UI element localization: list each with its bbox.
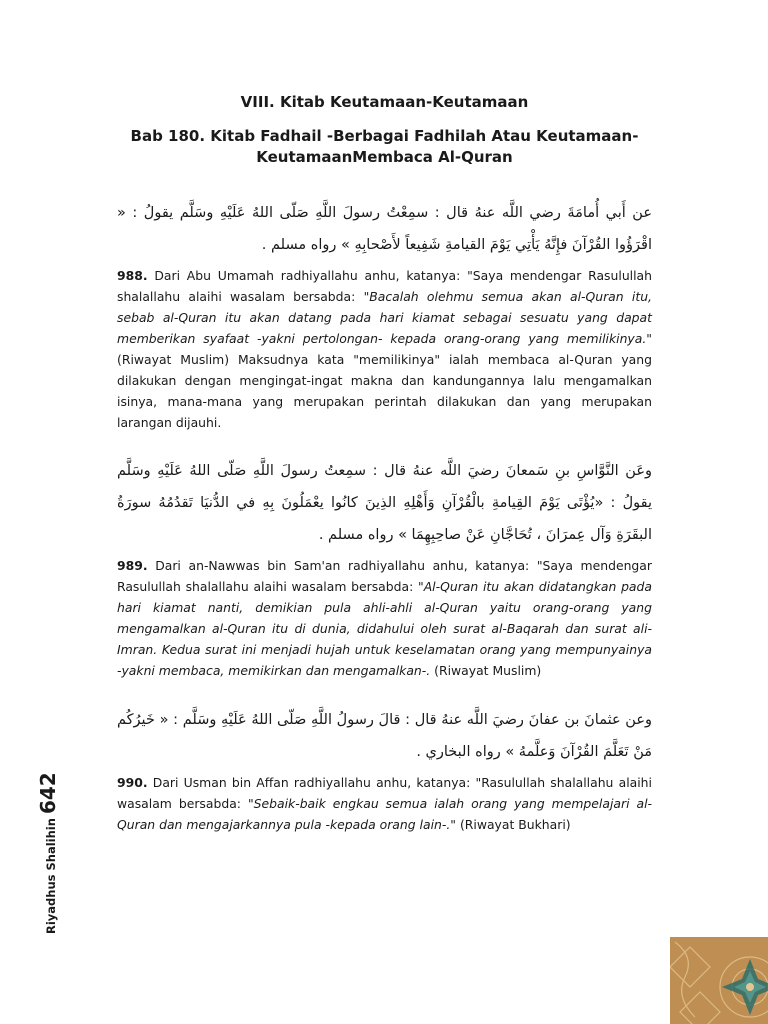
hadith-quote: "Sebaik-baik engkau semua ialah orang yang mempelajari al-Quran dan mengajarkannya pula -kepada orang lain-."	[117, 796, 653, 832]
page-number: 642	[36, 772, 60, 815]
hadith-quote: "Bacalah olehmu semua akan al-Quran itu, sebab al-Quran itu akan datang pada hari kiamat sebagai sesuatu yang dapat memberikan syafaat -yakni pertolongan- kepada orang-orang yang memilikinya."	[117, 289, 652, 346]
hadith-number: 990.	[117, 775, 148, 790]
chapter-heading: VIII. Kitab Keutamaan-Keutamaan	[240, 93, 529, 111]
book-title: Riyadhus Shalihin	[44, 818, 58, 934]
hadith-988-translation	[117, 265, 652, 433]
bab-heading: Bab 180. Kitab Fadhail -Berbagai Fadhilah Atau Keutamaan-KeutamaanMembaca Al-Quran	[130, 127, 639, 166]
page-footer-label	[36, 772, 60, 934]
hadith-intro: Dari an-Nawwas bin Sam'an radhiyallahu anhu, katanya: "Saya mendengar Rasulullah shalallahu alaihi wasalam bersabda:	[117, 558, 652, 594]
hadith-intro: Dari Usman bin Affan radhiyallahu anhu, katanya: "Rasulullah shalallahu alaihi wasalam bersabda:	[117, 775, 652, 811]
hadith-990-translation	[117, 772, 652, 835]
hadith-intro: Dari Abu Umamah radhiyallahu anhu, katanya: "Saya mendengar Rasulullah shalallahu alaihi wasalam bersabda:	[117, 268, 652, 304]
hadith-number: 988.	[117, 268, 148, 283]
hadith-outro: (Riwayat Muslim) Maksudnya kata "memilikinya" ialah membaca al-Quran yang dilakukan dengan mengingat-ingat makna dan kandungannya lalu mengamalkan isinya, mana-mana yang merupakan perintah dilakukan dan yang merupakan larangan dijauhi.	[117, 352, 652, 430]
hadith-989-translation	[117, 555, 652, 681]
hadith-outro: (Riwayat Muslim)	[430, 663, 542, 678]
islamic-pattern-ornament-icon	[670, 937, 768, 1024]
hadith-outro: (Riwayat Bukhari)	[456, 817, 571, 832]
hadith-quote: "Al-Quran itu akan didatangkan pada hari kiamat nanti, demikian pula ahli-ahli al-Quran yaitu orang-orang yang mengamalkan al-Quran itu di dunia, didahului oleh surat al-Baqarah dan surat ali-Imran. Kedua surat ini menjadi hujah untuk keselamatan orang yang mempunyainya -yakni membaca, memikirkan dan mengamalkan-.	[117, 579, 652, 678]
hadith-988-arabic: عن أَبي أُمامَةَ رضي اللَّه عنهُ قال : سمِعْتُ رسولَ اللَّهِ صَلّى اللهُ عَلَيْهِ وسَلَّم يقولُ : « اقْرَؤُوا القُرْآنَ فإِنَّهُ يَأْتِي يَوْمَ القيامةِ شَفِيعاً لأَصْحابِهِ » رواه مسلم .	[117, 205, 652, 253]
hadith-990-arabic: وعن عثمانَ بن عفانَ رضيَ اللَّه عنهُ قال : قالَ رسولُ اللَّهِ صَلّى اللهُ عَلَيْهِ وسَلَّم : « خَيرُكُم مَنْ تَعَلَّمَ القُرْآنَ وَعلَّمهُ » رواه البخاري .	[117, 712, 652, 760]
hadith-989-arabic: وعَن النَّوَّاسِ بنِ سَمعانَ رضيَ اللَّه عنهُ قال : سمِعتُ رسولَ اللَّهِ صَلّى اللهُ عَلَيْهِ وسَلَّم يقولُ : «يُؤْتَى يَوْمَ القِيامةِ بالْقُرْآنِ وَأَهْلِهِ الذِينَ كانُوا يعْمَلُونَ بِهِ في الدُّنيَا تَقدُمُهُ سورَةُ البقَرَةِ وَآل عِمرَانَ ، تُحَاجَّانِ عَنْ صاحِبِهِمَا » رواه مسلم .	[117, 463, 652, 543]
hadith-number: 989.	[117, 558, 148, 573]
